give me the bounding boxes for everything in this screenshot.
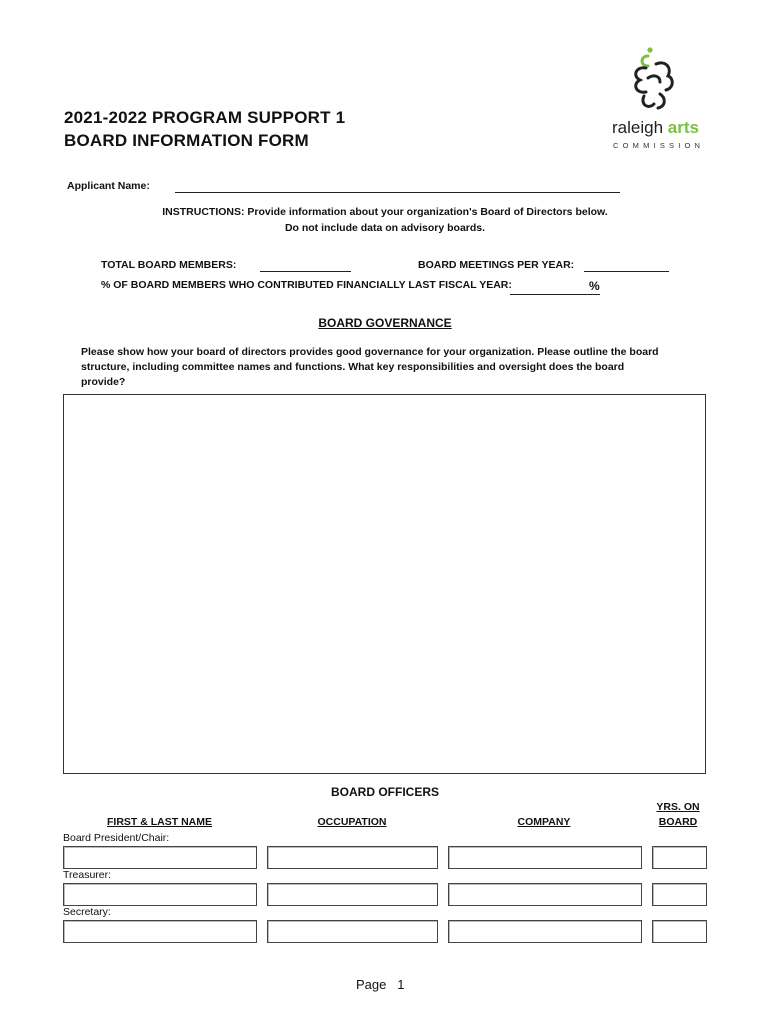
president-years-field[interactable] bbox=[652, 846, 707, 869]
governance-prompt-line1: Please show how your board of directors provides good governance for your organization. Please outline the board bbox=[81, 346, 659, 358]
secretary-occupation-field[interactable] bbox=[267, 920, 438, 943]
secretary-company-field[interactable] bbox=[448, 920, 642, 943]
form-title-line1: 2021-2022 PROGRAM SUPPORT 1 bbox=[64, 108, 346, 127]
secretary-years-field[interactable] bbox=[652, 920, 707, 943]
page-number: 1 bbox=[397, 977, 405, 992]
governance-prompt-line2: structure, including committee names and functions. What key responsibilities and oversight does the board bbox=[81, 361, 625, 373]
instructions-line2: Do not include data on advisory boards. bbox=[284, 222, 486, 234]
board-meetings-label: BOARD MEETINGS PER YEAR: bbox=[418, 259, 575, 271]
logo-commission: COMMISSION bbox=[613, 141, 705, 150]
president-occupation-field[interactable] bbox=[267, 846, 438, 869]
board-meetings-field[interactable] bbox=[584, 271, 669, 272]
treasurer-company-field[interactable] bbox=[448, 883, 642, 906]
col-header-years-line1: YRS. ON bbox=[656, 801, 700, 813]
president-company-field[interactable] bbox=[448, 846, 642, 869]
logo-wordmark bbox=[612, 118, 699, 138]
treasurer-occupation-field[interactable] bbox=[267, 883, 438, 906]
col-header-occupation: OCCUPATION bbox=[317, 816, 387, 828]
role-label-president: Board President/Chair: bbox=[63, 832, 170, 844]
contributed-field[interactable] bbox=[510, 294, 600, 295]
total-board-members-label: TOTAL BOARD MEMBERS: bbox=[101, 259, 237, 271]
page-label: Page bbox=[356, 977, 387, 992]
col-header-name: FIRST & LAST NAME bbox=[107, 816, 212, 828]
governance-response-textarea[interactable] bbox=[63, 394, 706, 774]
logo-word-arts: arts bbox=[667, 118, 699, 137]
raleigh-arts-logo-mark-icon bbox=[626, 46, 686, 112]
treasurer-name-field[interactable] bbox=[63, 883, 257, 906]
page-footer bbox=[356, 977, 404, 992]
role-label-secretary: Secretary: bbox=[63, 906, 111, 918]
form-title-line2: BOARD INFORMATION FORM bbox=[64, 131, 309, 150]
total-board-members-field[interactable] bbox=[260, 271, 351, 272]
raleigh-arts-logo bbox=[612, 46, 707, 150]
instructions-line1: INSTRUCTIONS: Provide information about your organization's Board of Directors below. bbox=[162, 206, 608, 218]
governance-heading: BOARD GOVERNANCE bbox=[318, 316, 452, 330]
percent-sign: % bbox=[589, 279, 600, 293]
applicant-name-field[interactable] bbox=[175, 192, 620, 193]
governance-prompt-line3: provide? bbox=[81, 376, 126, 388]
col-header-company: COMPANY bbox=[517, 816, 571, 828]
officers-heading: BOARD OFFICERS bbox=[331, 785, 439, 799]
contributed-label: % OF BOARD MEMBERS WHO CONTRIBUTED FINANCIALLY LAST FISCAL YEAR: bbox=[101, 279, 512, 291]
logo-word-raleigh: raleigh bbox=[612, 118, 664, 137]
role-label-treasurer: Treasurer: bbox=[63, 869, 112, 881]
col-header-years-line2: BOARD bbox=[658, 816, 698, 828]
secretary-name-field[interactable] bbox=[63, 920, 257, 943]
treasurer-years-field[interactable] bbox=[652, 883, 707, 906]
applicant-name-label: Applicant Name: bbox=[67, 180, 150, 192]
president-name-field[interactable] bbox=[63, 846, 257, 869]
